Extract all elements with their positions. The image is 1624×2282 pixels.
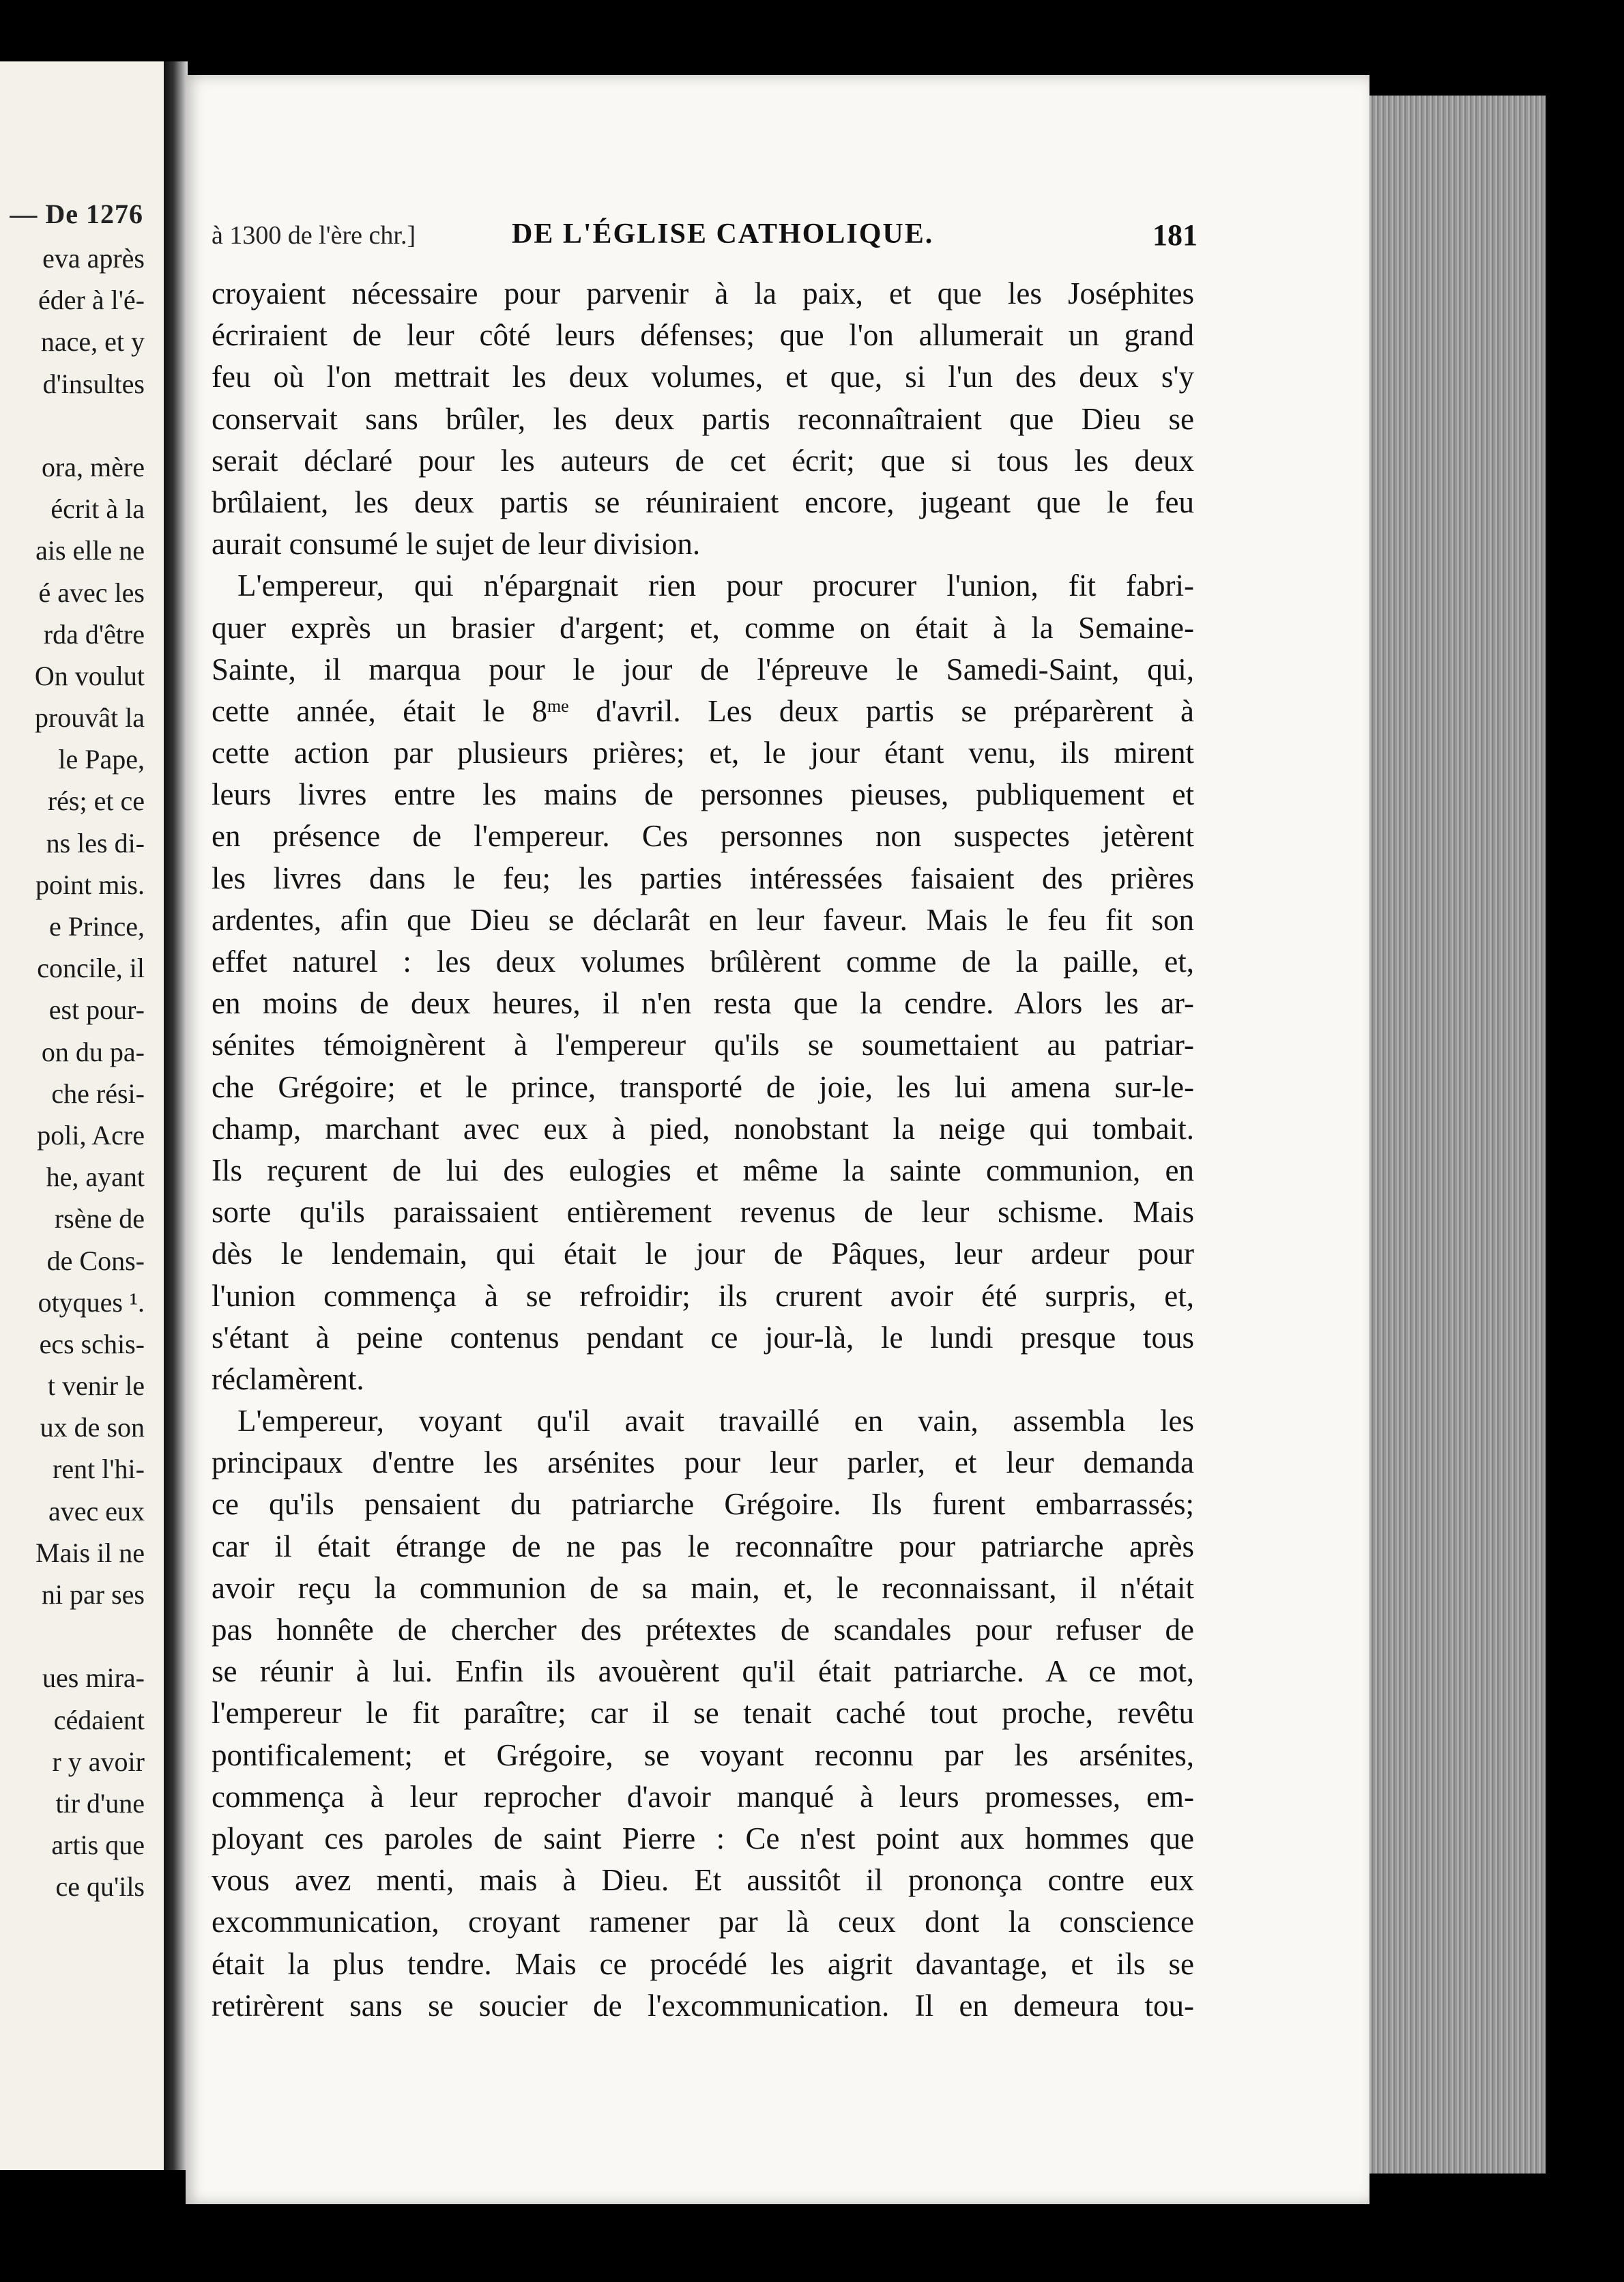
- text-line: effet naturel : les deux volumes brûlèrent comme de la paille, et,: [212, 944, 1194, 979]
- text-line: L'empereur, voyant qu'il avait travaillé en vain, assembla les: [237, 1404, 1194, 1439]
- left-page-line: rent l'hi-: [53, 1454, 145, 1485]
- text-line: L'empereur, qui n'épargnait rien pour procurer l'union, fit fabri-: [237, 568, 1194, 603]
- text-line: pas honnête de chercher des prétextes de scandales pour refuser de: [212, 1613, 1194, 1647]
- left-page-line: t venir le: [47, 1370, 145, 1402]
- text-line: s'étant à peine contenus pendant ce jour-là, le lundi presque tous: [212, 1320, 1194, 1355]
- text-line: en présence de l'empereur. Ces personnes non suspectes jetèrent: [212, 819, 1194, 854]
- left-page-line: avec eux: [48, 1495, 145, 1527]
- text-line: cette action par plusieurs prières; et, le jour étant venu, ils mirent: [212, 736, 1194, 770]
- left-page-line: otyques ¹.: [38, 1286, 145, 1318]
- left-page-text: [35, 237, 145, 1908]
- running-header-title: DE L'ÉGLISE CATHOLIQUE.: [512, 218, 934, 250]
- text-line: Ils reçurent de lui des eulogies et même la sainte communion, en: [212, 1153, 1194, 1187]
- left-page-line: artis que: [51, 1830, 145, 1861]
- text-line: excommunication, croyant ramener par là ceux dont la conscience: [212, 1905, 1194, 1939]
- left-page-line: rés; et ce: [47, 785, 145, 817]
- left-page-line: ni par ses: [41, 1579, 145, 1610]
- left-page-line: ais elle ne: [35, 535, 145, 566]
- text-line: ardentes, afin que Dieu se déclarât en leur faveur. Mais le feu fit son: [212, 902, 1194, 937]
- text-line: cette année, était le $8^{me}$ d'avril. Les deux partis se préparèrent à: [212, 693, 1194, 728]
- left-page-line: rsène de: [54, 1203, 145, 1234]
- left-page-line: rda d'être: [43, 618, 145, 650]
- book-gutter: [164, 61, 188, 2170]
- left-page-line: On voulut: [34, 660, 145, 691]
- left-page-line: é avec les: [38, 577, 145, 608]
- left-page-line: he, ayant: [46, 1161, 145, 1193]
- running-header: [212, 215, 1198, 256]
- left-page-line: concile, il: [37, 953, 145, 984]
- text-line: Sainte, il marqua pour le jour de l'épreuve le Samedi-Saint, qui,: [212, 652, 1194, 687]
- body-text: [212, 273, 1194, 2027]
- text-line: aurait consumé le sujet de leur division.: [212, 527, 701, 562]
- book-fore-edge: [1358, 96, 1546, 2173]
- left-page-line: ux de son: [40, 1412, 145, 1443]
- left-page-line: [35, 1615, 145, 1657]
- left-page-line: ecs schis-: [39, 1328, 145, 1359]
- text-line: croyaient nécessaire pour parvenir à la paix, et que les Joséphites: [212, 276, 1194, 310]
- text-line: quer exprès un brasier d'argent; et, comme on était à la Semaine-: [212, 610, 1194, 645]
- left-page-line: point mis.: [35, 869, 145, 900]
- running-header-left: à 1300 de l'ère chr.]: [212, 221, 416, 250]
- left-page-line: est pour-: [48, 994, 145, 1026]
- left-page-line: ues mira-: [42, 1662, 145, 1694]
- text-line: ce qu'ils pensaient du patriarche Grégoire. Ils furent embarrassés;: [212, 1487, 1194, 1522]
- text-line: pontificalement; et Grégoire, se voyant reconnu par les arsénites,: [212, 1737, 1194, 1772]
- text-line: les livres dans le feu; les parties intéressées faisaient des prières: [212, 861, 1194, 895]
- left-page-line: eva après: [42, 243, 145, 274]
- text-line: car il était étrange de ne pas le reconnaître pour patriarche après: [212, 1529, 1194, 1563]
- text-line: serait déclaré pour les auteurs de cet écrit; que si tous les deux: [212, 443, 1194, 478]
- left-page-line: on du pa-: [41, 1036, 145, 1067]
- left-page: [0, 61, 164, 2170]
- text-line: sénites témoignèrent à l'empereur qu'ils se soumettaient au patriar-: [212, 1028, 1194, 1063]
- left-page-line: cédaient: [53, 1704, 145, 1735]
- left-page-line: éder à l'é-: [38, 285, 145, 316]
- left-page-line: r y avoir: [52, 1746, 145, 1777]
- text-line: principaux d'entre les arsénites pour leur parler, et leur demanda: [212, 1445, 1194, 1480]
- text-line: vous avez menti, mais à Dieu. Et aussitôt il prononça contre eux: [212, 1863, 1194, 1898]
- left-page-header: — De 1276: [10, 199, 143, 229]
- text-line: l'empereur le fit paraître; car il se tenait caché tout proche, revêtu: [212, 1696, 1194, 1731]
- left-page-line: che rési-: [51, 1078, 145, 1109]
- text-line: l'union commença à se refroidir; ils crurent avoir été surpris, et,: [212, 1278, 1194, 1313]
- left-page-line: e Prince,: [49, 911, 145, 942]
- text-line: leurs livres entre les mains de personnes pieuses, publiquement et: [212, 777, 1194, 812]
- left-page-line: d'insultes: [42, 368, 145, 399]
- text-line: avoir reçu la communion de sa main, et, le reconnaissant, il n'était: [212, 1570, 1194, 1605]
- left-page-line: de Cons-: [46, 1245, 145, 1276]
- left-page-line: ns les di-: [46, 827, 145, 858]
- text-line: écriraient de leur côté leurs défenses; que l'on allumerait un grand: [212, 318, 1194, 353]
- text-line: ployant ces paroles de saint Pierre : Ce n'est point aux hommes que: [212, 1821, 1194, 1855]
- left-page-line: Mais il ne: [35, 1537, 145, 1568]
- text-line: brûlaient, les deux partis se réuniraient encore, jugeant que le feu: [212, 485, 1194, 519]
- left-page-line: ce qu'ils: [55, 1871, 145, 1903]
- left-page-line: tir d'une: [55, 1787, 145, 1819]
- text-line: feu où l'on mettrait les deux volumes, et que, si l'un des deux s'y: [212, 360, 1194, 394]
- text-line: retirèrent sans se soucier de l'excommunication. Il en demeura tou-: [212, 1988, 1194, 2023]
- text-line: champ, marchant avec eux à pied, nonobstant la neige qui tombait.: [212, 1111, 1194, 1146]
- text-line: se réunir à lui. Enfin ils avouèrent qu'il était patriarche. A ce mot,: [212, 1654, 1194, 1689]
- left-page-line: poli, Acre: [37, 1119, 145, 1151]
- text-line: en moins de deux heures, il n'en resta que la cendre. Alors les ar-: [212, 986, 1194, 1021]
- text-line: conservait sans brûler, les deux partis reconnaîtraient que Dieu se: [212, 401, 1194, 436]
- left-page-line: ora, mère: [41, 451, 145, 482]
- left-page-line: le Pape,: [58, 744, 145, 775]
- text-line: sorte qu'ils paraissaient entièrement revenus de leur schisme. Mais: [212, 1195, 1194, 1230]
- text-line: réclamèrent.: [212, 1361, 364, 1396]
- text-line: che Grégoire; et le prince, transporté de joie, les lui amena sur-le-: [212, 1069, 1194, 1104]
- text-line: commença à leur reprocher d'avoir manqué à leurs promesses, em-: [212, 1779, 1194, 1814]
- left-page-line: écrit à la: [50, 493, 145, 525]
- text-line: était la plus tendre. Mais ce procédé les aigrit davantage, et ils se: [212, 1946, 1194, 1981]
- left-page-line: prouvât la: [34, 702, 145, 734]
- left-page-line: nace, et y: [40, 326, 145, 358]
- text-line: dès le lendemain, qui était le jour de Pâques, leur ardeur pour: [212, 1237, 1194, 1271]
- left-page-line: [35, 405, 145, 446]
- page-number: 181: [1152, 218, 1198, 252]
